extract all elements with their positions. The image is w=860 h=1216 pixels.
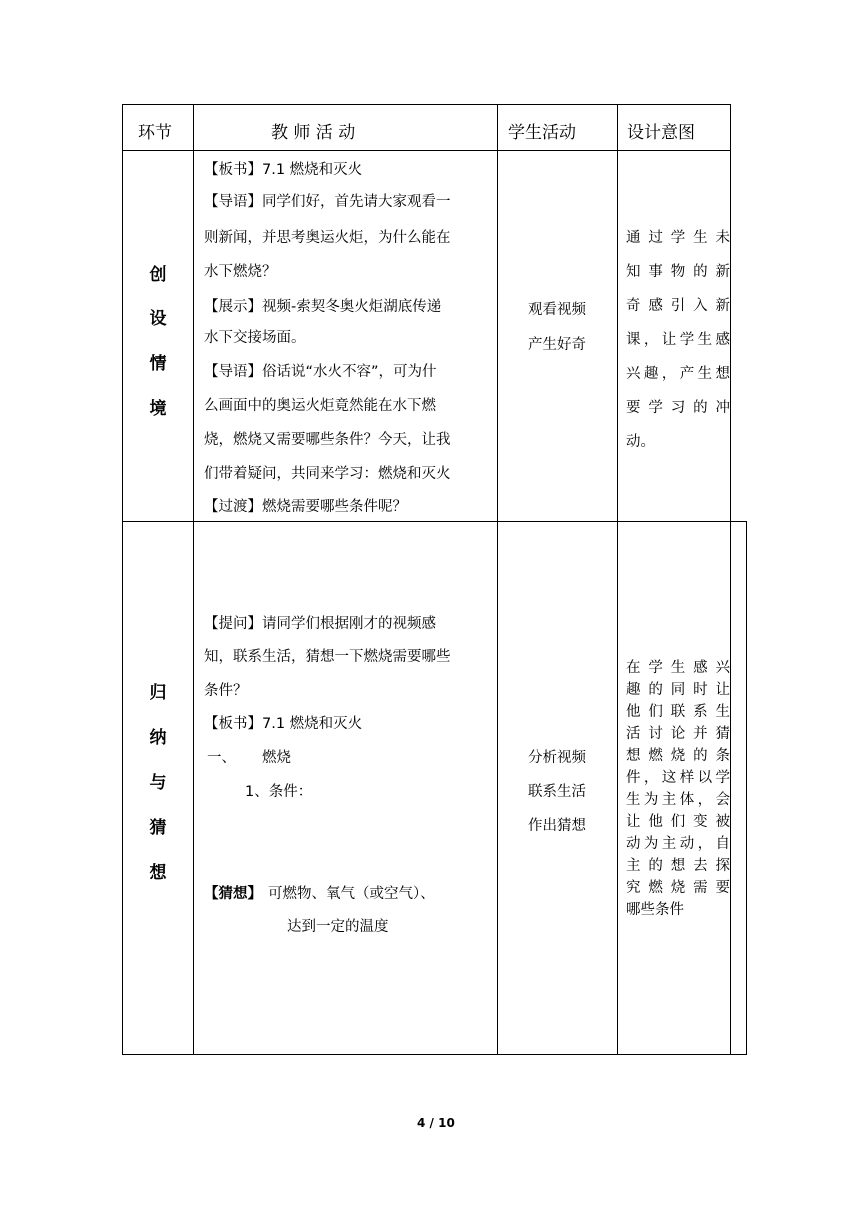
row1-design-line: 通过学生未 (626, 230, 730, 246)
row1-teacher-line: 烧，燃烧又需要哪些条件？今天，让我 (204, 432, 451, 448)
row1-teacher-line: 【导语】俗话说“水火不容”，可为什 (204, 364, 437, 380)
row2-design-line: 趣的同时让 (626, 682, 730, 698)
row1-design-line: 兴趣，产生想 (626, 366, 730, 382)
row1-student-line: 观看视频 (528, 302, 586, 318)
row1-design-line: 奇感引入新 (626, 298, 730, 314)
table-header-divider (122, 150, 731, 151)
table-extra-right-border (746, 521, 747, 1055)
row2-condition-label: 1、条件： (245, 784, 313, 800)
row2-section-char: 纳 (149, 728, 167, 748)
table-row-divider (122, 521, 747, 522)
row1-design-line: 知事物的新 (626, 264, 730, 280)
row1-section-char: 设 (149, 309, 167, 329)
row2-teacher-line: 【提问】请同学们根据刚才的视频感 (204, 616, 436, 632)
row1-teacher-line: 则新闻，并思考奥运火炬，为什么能在 (204, 230, 451, 246)
page-number: 4 / 10 (417, 1116, 455, 1130)
row2-design-line: 动为主动，自 (626, 836, 730, 852)
table-border-bottom (122, 1054, 747, 1055)
row2-design-line: 活讨论并猜 (626, 726, 730, 742)
row1-teacher-line: 么画面中的奥运火炬竟然能在水下燃 (204, 398, 436, 414)
row1-design-line: 课，让学生感 (626, 332, 730, 348)
row1-student-line: 产生好奇 (528, 337, 586, 353)
row2-student-line: 联系生活 (528, 784, 586, 800)
col-divider-2 (497, 104, 498, 1055)
row2-design-line: 哪些条件 (626, 902, 684, 918)
col-divider-1 (193, 104, 194, 1055)
row1-design-line: 动。 (626, 434, 655, 450)
table-border-left (122, 104, 123, 1055)
row2-design-line: 想燃烧的条 (626, 748, 730, 764)
row2-design-line: 在学生感兴 (626, 660, 730, 676)
row2-section-char: 与 (149, 773, 167, 793)
row2-outline-number: 一、 (207, 750, 236, 766)
row2-teacher-line: 知，联系生活，猜想一下燃烧需要哪些 (204, 649, 451, 665)
row1-teacher-line: 【导语】同学们好，首先请大家观看一 (204, 194, 451, 210)
row2-outline-title: 燃烧 (262, 750, 291, 766)
header-teacher-activity: 教 师 活 动 (271, 123, 356, 143)
row2-section-char: 想 (149, 863, 167, 883)
row2-section-char: 归 (149, 683, 167, 703)
row2-teacher-line: 【板书】7.1 燃烧和灭火 (204, 716, 363, 732)
col-divider-3 (617, 104, 618, 1055)
row2-guess-text-cont: 达到一定的温度 (287, 919, 389, 935)
header-design-intent: 设计意图 (627, 123, 695, 143)
row1-teacher-line: 【过渡】燃烧需要哪些条件呢？ (204, 499, 407, 515)
row1-section-char: 创 (149, 265, 167, 285)
row2-student-line: 作出猜想 (528, 818, 586, 834)
row1-teacher-line: 们带着疑问，共同来学习：燃烧和灭火 (204, 466, 451, 482)
table-border-right (730, 104, 731, 1055)
row2-design-line: 生为主体，会 (626, 792, 730, 808)
row2-student-line: 分析视频 (528, 750, 586, 766)
table-border-top (122, 104, 731, 105)
row1-teacher-line: 【展示】视频-索契冬奥火炬湖底传递 (204, 299, 442, 315)
row1-design-line: 要学习的冲 (626, 400, 730, 416)
row2-guess-text: 可燃物、氧气（或空气）、 (268, 886, 435, 902)
row1-section-char: 境 (149, 399, 167, 419)
header-section: 环节 (138, 123, 172, 143)
row2-section-char: 猜 (149, 818, 167, 838)
row2-design-line: 主的想去探 (626, 858, 730, 874)
row2-design-line: 让他们变被 (626, 814, 730, 830)
row2-design-line: 件，这样以学 (626, 770, 730, 786)
row1-teacher-line: 水下燃烧？ (204, 264, 277, 280)
row2-teacher-line: 条件？ (204, 683, 248, 699)
row2-design-line: 他们联系生 (626, 704, 730, 720)
row1-teacher-line: 【板书】7.1 燃烧和灭火 (204, 162, 363, 178)
row1-teacher-line: 水下交接场面。 (204, 330, 306, 346)
row1-section-char: 情 (149, 354, 167, 374)
header-student-activity: 学生活动 (508, 123, 576, 143)
row2-guess-tag: 【猜想】 (204, 886, 262, 902)
row2-design-line: 究燃烧需要 (626, 880, 730, 896)
